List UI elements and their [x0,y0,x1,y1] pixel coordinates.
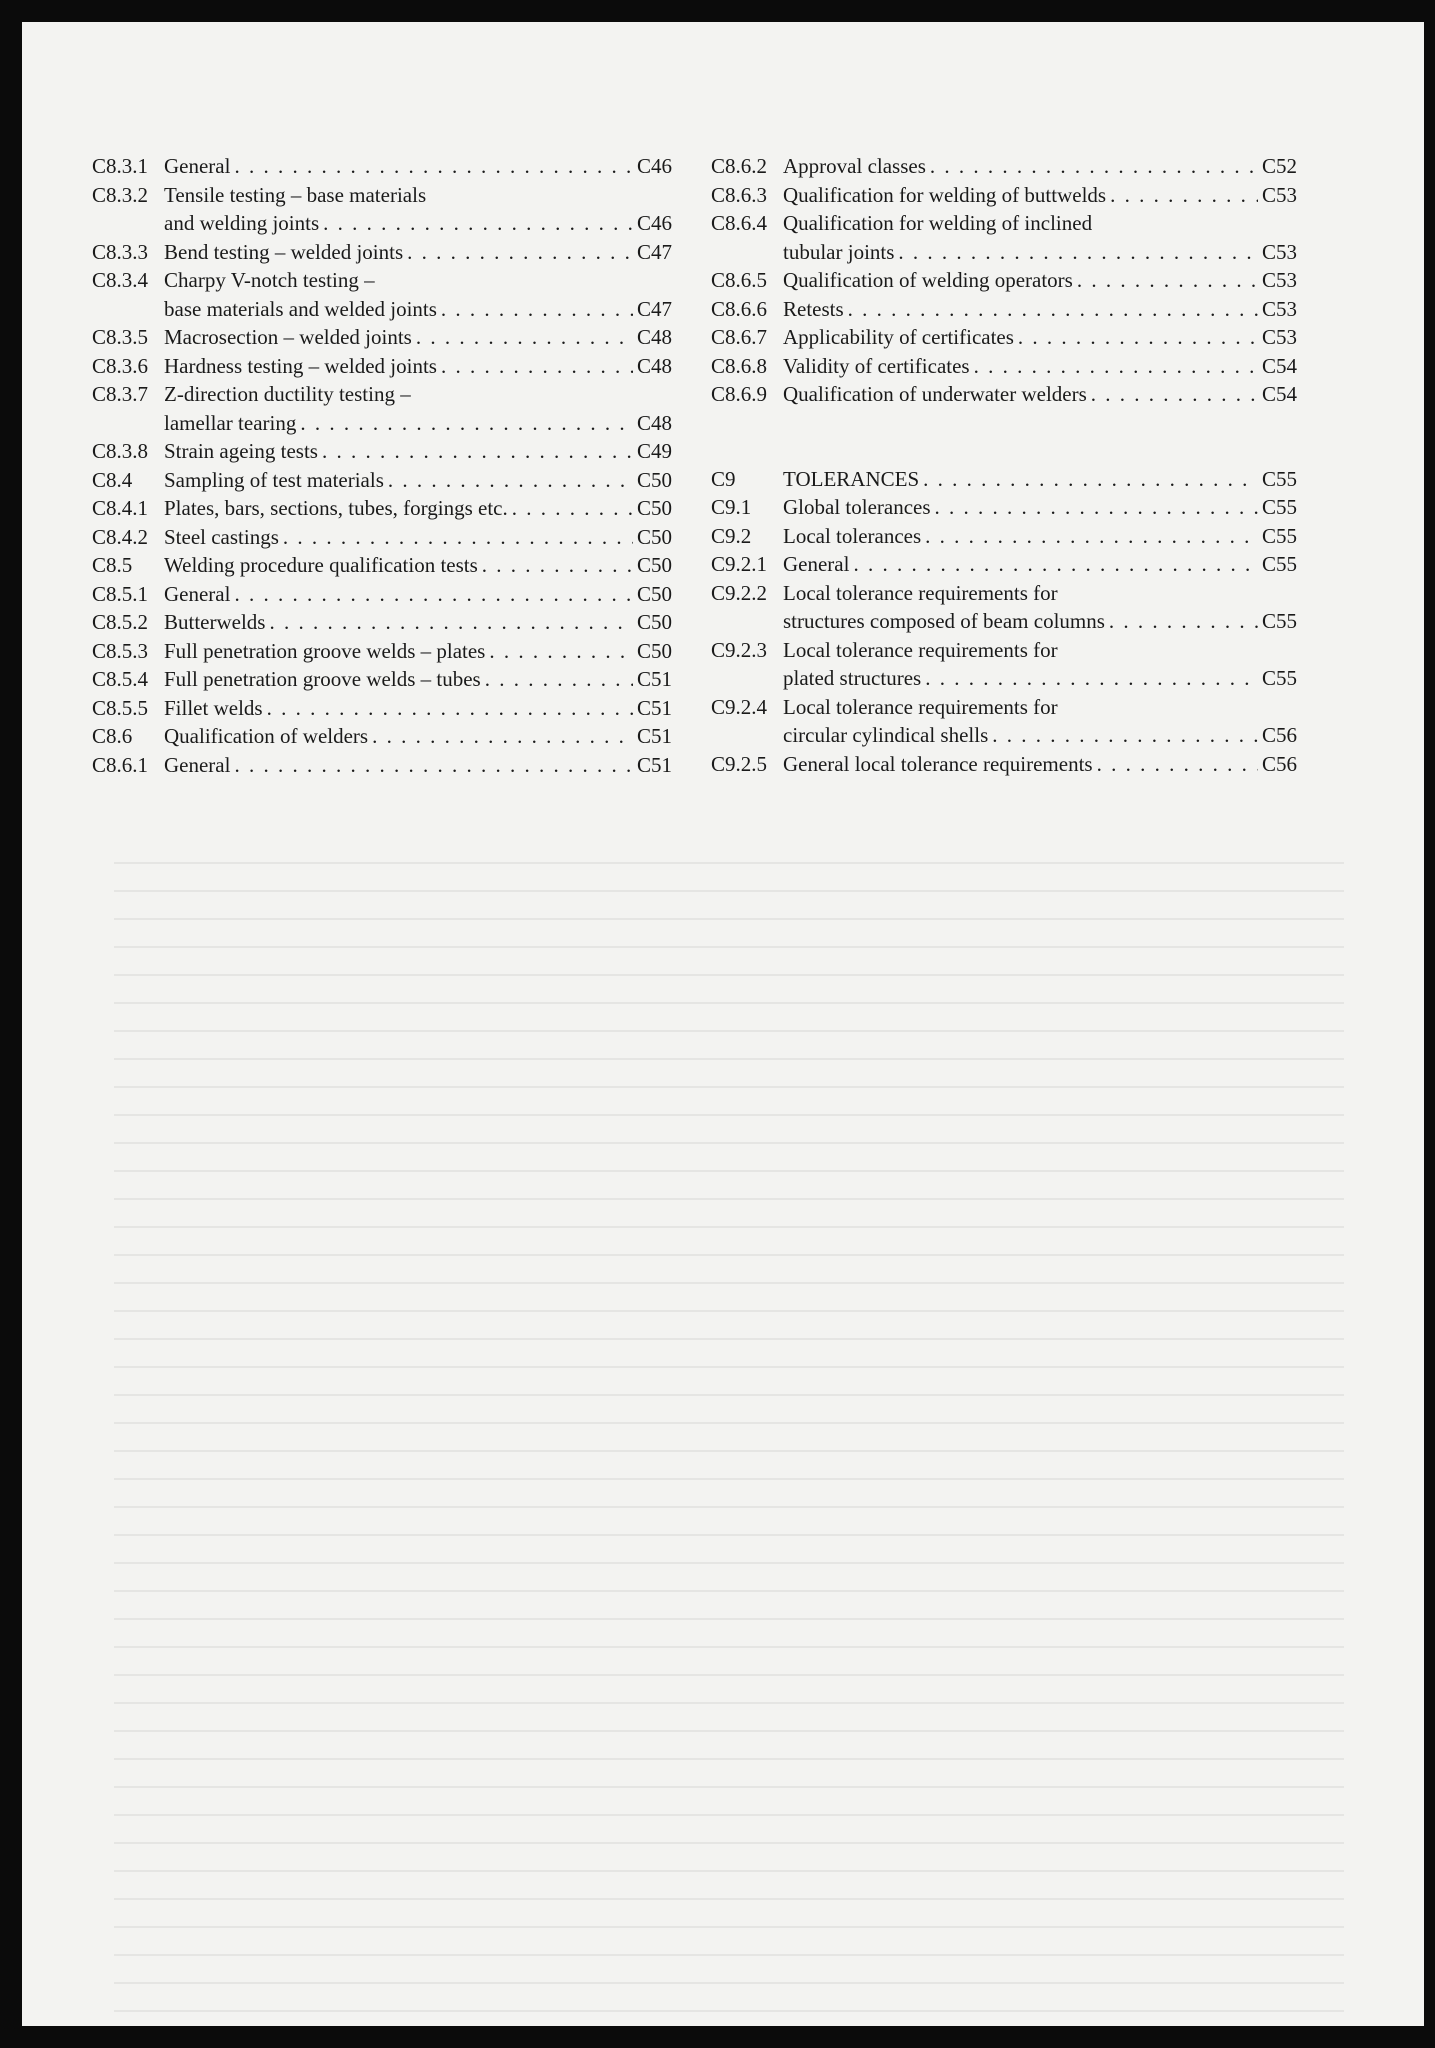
toc-entry-page: C53 [1261,239,1297,264]
toc-entry-page: C50 [636,467,672,492]
toc-left-column [92,152,672,779]
dot-leader [482,551,633,580]
toc-entry-page: C55 [1261,666,1297,690]
toc-entry [92,694,672,723]
toc-entry-page: C50 [636,581,672,606]
toc-entry [92,580,672,609]
toc-entry-number: C8.3.4 [92,268,149,292]
show-through-text [114,842,1344,2022]
toc-entry-title: Strain ageing tests [164,439,318,463]
toc-entry-title: Plates, bars, sections, tubes, forgings etc. [164,496,508,520]
dot-leader [992,721,1258,750]
toc-entry-page: C50 [636,553,672,577]
toc-entry-number: C8.6.9 [711,382,768,406]
dot-leader [407,238,633,267]
dot-leader [848,295,1258,324]
toc-entry [92,152,672,181]
toc-entry-number: C8.4.1 [92,496,149,520]
toc-entry-number: C8.6.3 [711,182,768,207]
dot-leader [234,751,633,780]
dot-leader [1097,750,1258,779]
toc-entry-page: C52 [1261,154,1297,178]
dot-leader [898,238,1258,267]
toc-entry-title: Approval classes [783,154,926,178]
toc-entry-page: C51 [636,724,672,748]
dot-leader [283,523,633,552]
toc-entry [711,152,1297,181]
toc-entry [92,665,672,694]
toc-entry-title: Hardness testing – welded joints [164,353,437,378]
toc-entry-title: and welding joints [164,211,320,235]
toc-entry [711,522,1297,551]
toc-entry-page: C48 [636,410,672,435]
toc-entry-page: C46 [636,154,672,178]
dot-leader [269,608,633,637]
toc-entry-title: Global tolerances [783,495,931,519]
toc-entry-title: General [164,752,231,777]
toc-entry-title: Local tolerance requirements for [783,637,1058,662]
toc-entry [92,238,672,267]
toc-entry-title: Charpy V-notch testing – [164,268,375,292]
toc-entry-number: C9.2.2 [711,580,768,605]
toc-entry-number: C8.5 [92,553,133,577]
toc-entry-number: C8.6.7 [711,325,768,349]
toc-entry-title: Z-direction ductility testing – [164,382,411,406]
toc-entry-page: C50 [636,524,672,549]
toc-entry [92,181,672,238]
dot-leader [974,352,1258,381]
toc-entry-page: C48 [636,353,672,378]
toc-entry [711,493,1297,522]
dot-leader [322,437,633,466]
toc-entry [92,637,672,666]
dot-leader [372,722,633,751]
toc-entry [92,523,672,552]
toc-entry-number: C8.6.4 [711,211,768,235]
toc-entry [92,751,672,780]
toc-entry [711,295,1297,324]
toc-entry-page: C50 [636,638,672,663]
toc-entry-title: Qualification for welding of buttwelds [783,182,1107,207]
dot-leader [388,466,633,495]
dot-leader [489,637,633,666]
dot-leader [1018,323,1258,352]
toc-entry [92,437,672,466]
toc-entry [711,181,1297,210]
toc-entry-page: C55 [1261,552,1297,576]
toc-entry-number: C8.6 [92,724,133,748]
toc-entry [711,579,1297,636]
toc-entry-number: C8.3.5 [92,325,149,349]
toc-entry [711,323,1297,352]
toc-entry-title: Welding procedure qualification tests [164,553,478,577]
toc-entry-number: C9.2.3 [711,637,768,662]
toc-entry-page: C55 [1261,495,1297,519]
toc-entry-page: C55 [1261,466,1297,491]
toc-entry [92,551,672,580]
dot-leader [441,352,633,381]
dot-leader [300,409,633,438]
toc-entry-number: C9 [711,466,736,491]
toc-entry-number: C8.3.1 [92,154,149,178]
toc-right-column [711,152,1297,778]
toc-entry-page: C53 [1261,296,1297,321]
toc-entry-title: General [783,552,850,576]
toc-entry-page: C51 [636,667,672,691]
toc-entry [711,380,1297,409]
toc-entry-title: Steel castings [164,524,279,549]
toc-entry-title: Validity of certificates [783,353,970,378]
toc-entry-page: C46 [636,211,672,235]
dot-leader [234,152,633,181]
dot-leader [1091,380,1258,409]
toc-entry-number: C9.2 [711,523,752,548]
toc-entry [711,352,1297,381]
toc-entry-title: General local tolerance requirements [783,751,1093,776]
toc-entry-number: C8.3.2 [92,182,149,207]
toc-entry-title: Full penetration groove welds – plates [164,638,486,663]
dot-leader [1077,266,1258,295]
dot-leader [853,550,1258,579]
toc-entry-page: C47 [636,296,672,321]
toc-entry-page: C53 [1261,268,1297,292]
toc-entry [92,494,672,523]
toc-entry-number: C8.6.8 [711,353,768,378]
toc-entry-number: C8.5.4 [92,667,149,691]
toc-entry-title: Local tolerance requirements for [783,694,1058,719]
dot-leader [416,323,633,352]
toc-entry-title: TOLERANCES [783,466,920,491]
toc-entry-page: C55 [1261,609,1297,633]
dot-leader [935,493,1258,522]
toc-entry-title: Macrosection – welded joints [164,325,412,349]
toc-entry-title: Local tolerances [783,523,922,548]
toc-entry-title: General [164,581,231,606]
toc-entry [92,323,672,352]
toc-entry-title: Full penetration groove welds – tubes [164,667,481,691]
toc-entry [711,266,1297,295]
dot-leader [512,494,633,523]
toc-entry-title: Butterwelds [164,610,266,634]
toc-entry [92,466,672,495]
toc-entry-page: C56 [1261,751,1297,776]
dot-leader [1110,181,1258,210]
dot-leader [441,295,633,324]
toc-entry-page: C56 [1261,723,1297,747]
toc-entry-title: Qualification of welding operators [783,268,1073,292]
toc-entry-title: base materials and welded joints [164,296,437,321]
dot-leader [485,665,633,694]
toc-entry-title: Tensile testing – base materials [164,182,427,207]
toc-section-c9 [711,465,1297,779]
toc-entry-title: Qualification for welding of inclined [783,211,1093,235]
toc-entry-title: plated structures [783,666,922,690]
toc-entry-number: C9.2.5 [711,751,768,776]
toc-entry-number: C8.5.2 [92,610,149,634]
toc-entry-title: Sampling of test materials [164,467,384,492]
toc-entry-number: C8.6.6 [711,296,768,321]
toc-entry-page: C49 [636,439,672,463]
toc-entry-title: Applicability of certificates [783,325,1014,349]
toc-entry-number: C8.5.3 [92,638,149,663]
toc-entry [92,608,672,637]
toc-entry-title: Retests [783,296,844,321]
toc-entry-title: Qualification of underwater welders [783,382,1087,406]
toc-entry [711,693,1297,750]
toc-entry-page: C51 [636,695,672,720]
toc-entry [92,352,672,381]
dot-leader [1109,607,1258,636]
toc-entry-number: C9.2.4 [711,694,768,719]
dot-leader [267,694,633,723]
toc-entry [711,465,1297,494]
toc-section-c8-6 [711,152,1297,409]
toc-entry-number: C8.3.7 [92,382,149,406]
toc-entry-number: C8.3.3 [92,239,149,264]
toc-entry [92,266,672,323]
toc-entry-number: C8.3.8 [92,439,149,463]
toc-entry [711,750,1297,779]
toc-entry [92,380,672,437]
toc-entry-title: structures composed of beam columns [783,609,1105,633]
toc-entry-title: Fillet welds [164,695,263,720]
toc-entry-title: Qualification of welders [164,724,369,748]
toc-entry-page: C53 [1261,325,1297,349]
toc-entry-title: circular cylindical shells [783,723,989,747]
toc-entry-page: C47 [636,239,672,264]
toc-entry [92,722,672,751]
toc-entry-number: C8.4 [92,467,133,492]
toc-entry-title: tubular joints [783,239,895,264]
toc-entry-page: C55 [1261,523,1297,548]
section-gap [711,409,1297,465]
toc-entry-number: C8.4.2 [92,524,149,549]
toc-entry-page: C50 [636,610,672,634]
toc-entry [711,550,1297,579]
dot-leader [323,209,633,238]
toc-entry-page: C50 [636,496,672,520]
toc-entry-title: lamellar tearing [164,410,297,435]
toc-entry-page: C53 [1261,182,1297,207]
toc-entry [711,636,1297,693]
toc-entry-number: C9.2.1 [711,552,768,576]
toc-entry-page: C54 [1261,353,1297,378]
toc-entry-number: C8.6.2 [711,154,768,178]
toc-entry-number: C8.6.5 [711,268,768,292]
toc-entry-page: C54 [1261,382,1297,406]
dot-leader [930,152,1258,181]
dot-leader [925,664,1258,693]
dot-leader [923,465,1258,494]
toc-entry [711,209,1297,266]
dot-leader [234,580,633,609]
toc-entry-number: C8.5.1 [92,581,149,606]
toc-entry-number: C8.3.6 [92,353,149,378]
toc-entry-number: C9.1 [711,495,752,519]
dot-leader [925,522,1258,551]
toc-entry-title: Bend testing – welded joints [164,239,404,264]
toc-entry-title: Local tolerance requirements for [783,580,1058,605]
toc-entry-page: C48 [636,325,672,349]
toc-entry-title: General [164,154,231,178]
toc-entry-number: C8.5.5 [92,695,149,720]
toc-entry-page: C51 [636,752,672,777]
toc-entry-number: C8.6.1 [92,752,149,777]
